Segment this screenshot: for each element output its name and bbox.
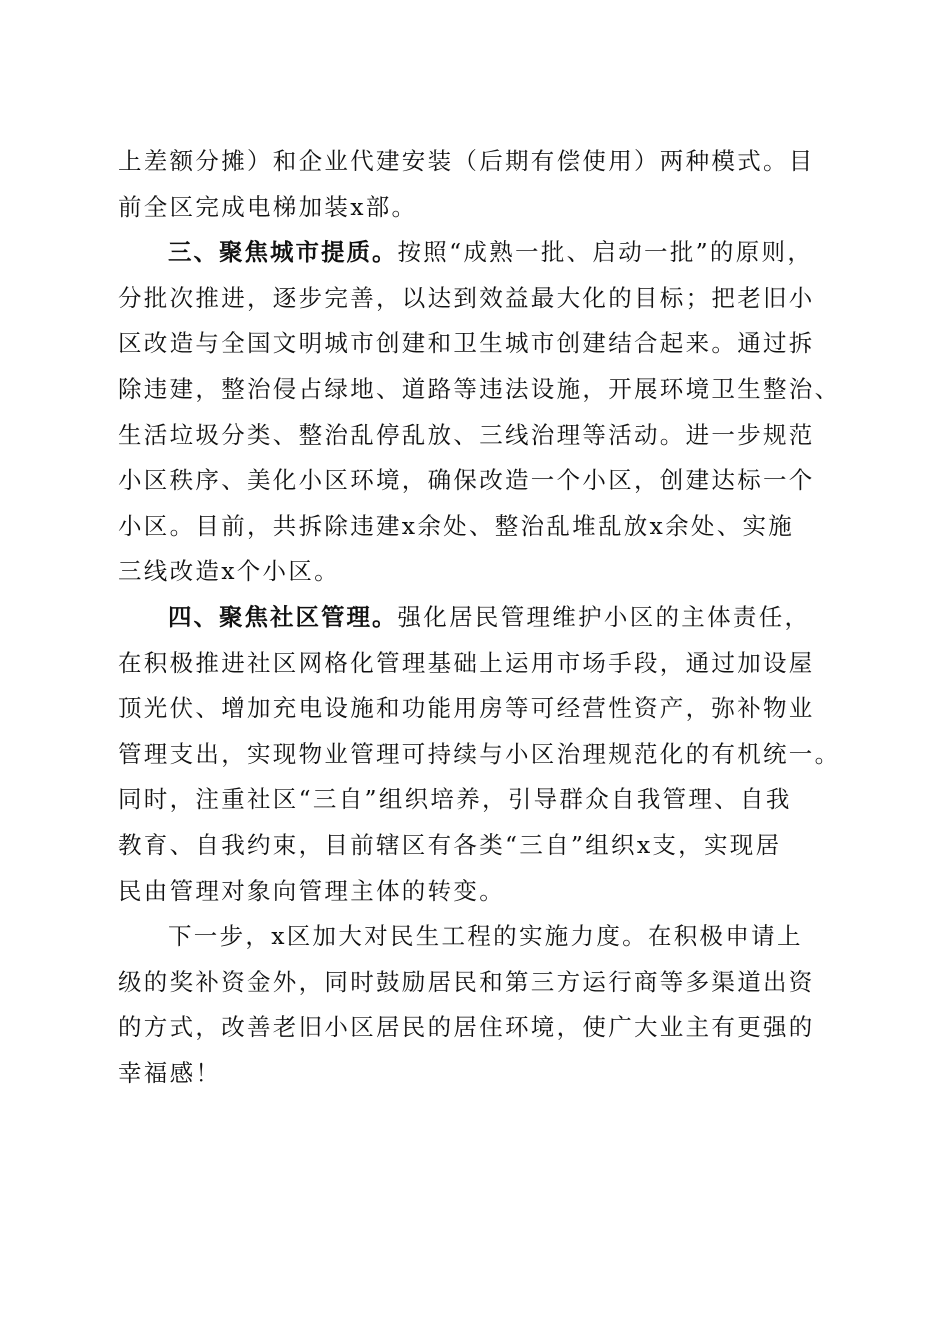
text-line: 除违建，整治侵占绿地、道路等违法设施，开展环境卫生整治、	[118, 374, 841, 403]
paragraph-first-line	[118, 595, 838, 641]
text-line: 三线改造x个小区。	[118, 557, 340, 586]
text-line: 教育、自我约束，目前辖区有各类“三自”组织x支，实现居	[118, 830, 782, 859]
paragraph-city-quality	[118, 230, 841, 595]
text-line: 上差额分摊）和企业代建安装（后期有偿使用）两种模式。目	[118, 147, 815, 175]
paragraph-first-line	[118, 230, 838, 276]
text-line: 在积极推进社区网格化管理基础上运用市场手段，通过加设屋	[118, 648, 815, 677]
section-heading: 三、聚焦城市提质。	[168, 238, 398, 267]
text-line: 同时，注重社区“三自”组织培养，引导群众自我管理、自我	[118, 785, 792, 814]
document-body	[118, 139, 841, 1096]
text-line: 的方式，改善老旧小区居民的居住环境，使广大业主有更强的	[118, 1013, 815, 1042]
text-line: 区改造与全国文明城市创建和卫生城市创建结合起来。通过拆	[118, 329, 815, 358]
text-line: 分批次推进，逐步完善，以达到效益最大化的目标；把老旧小	[118, 283, 815, 312]
paragraph-elevator-continuation	[118, 139, 838, 230]
text-line: 生活垃圾分类、整治乱停乱放、三线治理等活动。进一步规范	[118, 420, 815, 449]
text-line: 民由管理对象向管理主体的转变。	[118, 876, 505, 905]
text-span: 强化居民管理维护小区的主体责任，	[397, 602, 811, 631]
text-line: 小区。目前，共拆除违建x余处、整治乱堆乱放x余处、实施	[118, 511, 795, 540]
paragraph-next-step	[118, 914, 838, 1096]
text-line: 级的奖补资金外，同时鼓励居民和第三方运行商等多渠道出资	[118, 967, 815, 996]
paragraph-community-management	[118, 595, 841, 914]
text-span: 按照“成熟一批、启动一批”的原则，	[397, 238, 814, 267]
text-line: 顶光伏、增加充电设施和功能用房等可经营性资产，弥补物业	[118, 694, 815, 723]
paragraph-first-line: 下一步，x区加大对民生工程的实施力度。在积极申请上	[168, 922, 803, 951]
text-line: 管理支出，实现物业管理可持续与小区治理规范化的有机统一。	[118, 739, 841, 768]
text-line: 前全区完成电梯加装x部。	[118, 192, 418, 221]
section-heading: 四、聚焦社区管理。	[168, 602, 398, 631]
text-line: 幸福感！	[118, 1058, 222, 1087]
text-line: 小区秩序、美化小区环境，确保改造一个小区，创建达标一个	[118, 466, 815, 495]
